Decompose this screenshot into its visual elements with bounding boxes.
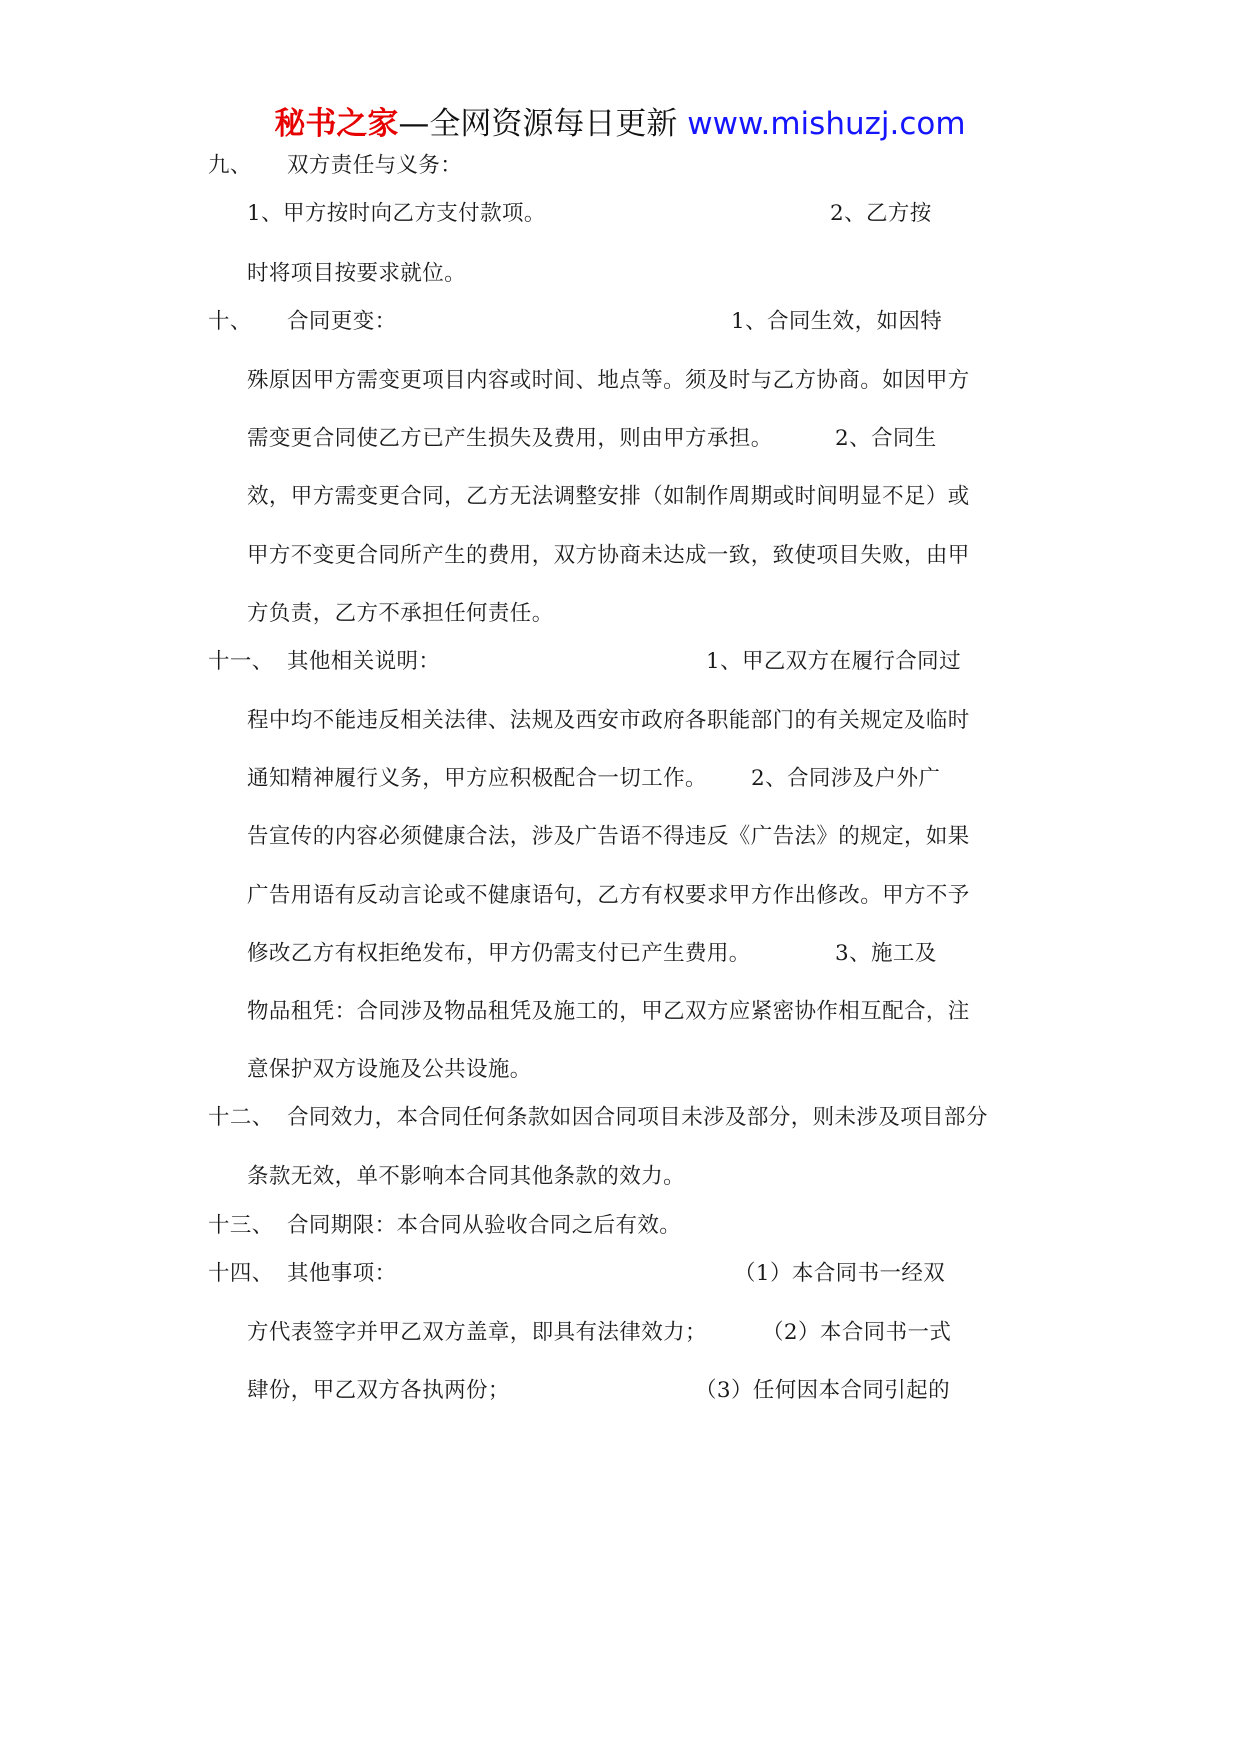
paragraph-line: 方负责，乙方不承担任何责任。: [247, 601, 554, 626]
section-title: 合同期限：本合同从验收合同之后有效。: [287, 1213, 682, 1238]
section-title: 合同更变：: [287, 309, 397, 334]
section-number: 十二、: [208, 1105, 274, 1130]
paragraph-line: 意保护双方设施及公共设施。: [247, 1057, 532, 1082]
paragraph-line: 修改乙方有权拒绝发布，甲方仍需支付已产生费用。: [247, 941, 751, 966]
section-title-tail: 1、合同生效，如因特: [731, 309, 943, 334]
section-title-tail: （1）本合同书一经双: [734, 1261, 946, 1286]
paragraph-line: 条款无效，单不影响本合同其他条款的效力。: [247, 1164, 686, 1189]
section-number: 十一、: [208, 649, 274, 674]
paragraph-line: 物品租凭：合同涉及物品租凭及施工的，甲乙双方应紧密协作相互配合，注: [247, 999, 970, 1024]
section-number: 十四、: [208, 1261, 274, 1286]
section-heading: [208, 1210, 274, 1242]
paragraph-line: 甲方不变更合同所产生的费用，双方协商未达成一致，致使项目失败，由甲: [247, 543, 970, 568]
section-heading: [208, 306, 252, 338]
paragraph-line: 效，甲方需变更合同，乙方无法调整安排（如制作周期或时间明显不足）或: [247, 484, 970, 509]
paragraph-line: 通知精神履行义务，甲方应积极配合一切工作。: [247, 766, 707, 791]
paragraph-line: 方代表签字并甲乙双方盖章，即具有法律效力；: [247, 1320, 707, 1345]
section-title-tail: 1、甲乙双方在履行合同过: [706, 649, 961, 674]
paragraph-line-tail: 3、施工及: [835, 941, 937, 966]
header-url[interactable]: www.mishuzj.com: [687, 106, 966, 142]
section-title: 其他相关说明：: [287, 649, 441, 674]
paragraph-line: 肆份，甲乙双方各执两份；: [247, 1378, 510, 1403]
paragraph-line: 广告用语有反动言论或不健康语句，乙方有权要求甲方作出修改。甲方不予: [247, 883, 970, 908]
paragraph-line-tail: 2、合同生: [835, 426, 937, 451]
watermark-header: [0, 98, 1240, 143]
paragraph-line: 需变更合同使乙方已产生损失及费用，则由甲方承担。: [247, 426, 773, 451]
section-heading: [208, 150, 252, 182]
section-title: 合同效力，本合同任何条款如因合同项目未涉及部分，则未涉及项目部分: [287, 1105, 988, 1130]
paragraph-line: 1、甲方按时向乙方支付款项。: [247, 201, 546, 226]
section-title: 双方责任与义务：: [287, 153, 463, 178]
header-brand: 秘书之家: [274, 106, 399, 142]
paragraph-line: 殊原因甲方需变更项目内容或时间、地点等。须及时与乙方协商。如因甲方: [247, 368, 970, 393]
section-number: 十、: [208, 309, 252, 334]
paragraph-line-tail: （2）本合同书一式: [762, 1320, 952, 1345]
section-number: 十三、: [208, 1213, 274, 1238]
paragraph-line-tail: （3）任何因本合同引起的: [695, 1378, 950, 1403]
section-heading: [208, 1102, 274, 1134]
section-title: 其他事项：: [287, 1261, 397, 1286]
section-heading: [208, 646, 274, 678]
paragraph-line-tail: 2、合同涉及户外广: [751, 766, 941, 791]
paragraph-line-tail: 2、乙方按: [830, 201, 932, 226]
header-slogan: —全网资源每日更新: [398, 106, 688, 142]
section-number: 九、: [208, 153, 252, 178]
paragraph-line: 程中均不能违反相关法律、法规及西安市政府各职能部门的有关规定及临时: [247, 708, 970, 733]
paragraph-line: 告宣传的内容必须健康合法，涉及广告语不得违反《广告法》的规定，如果: [247, 824, 970, 849]
paragraph-line: 时将项目按要求就位。: [247, 261, 467, 286]
section-heading: [208, 1258, 274, 1290]
